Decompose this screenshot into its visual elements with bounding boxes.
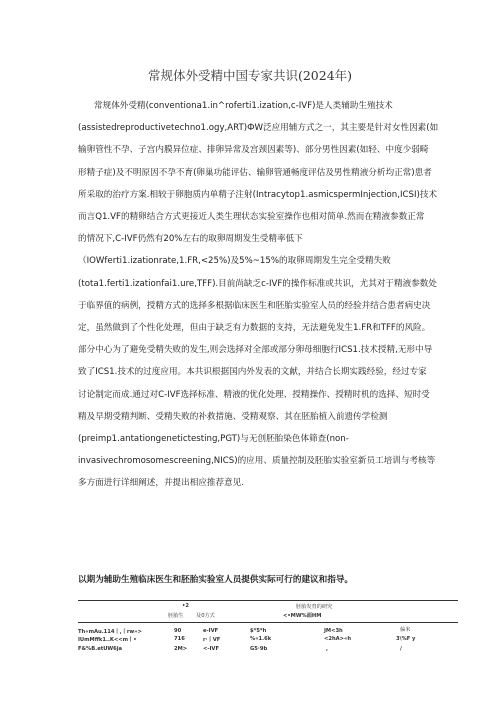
body-line: 所采取的治疗方案.相较于卵胞质内单精子注射(Intracytop1.asmicspermInjection,ICSI)技术 [78,189,438,200]
table-cell: IUmMffk1..K<<m丨• [78,637,137,643]
table-side-note: 偏米 [400,627,411,633]
body-line: 致了ICS1.技术的过度应用。本共识根据国内外发表的文献，并结合长期实践经验，经过专家 [78,367,427,378]
table-subhead-1: 胚胎生 [168,613,184,619]
body-line: 讨论制定而成.通过对C-IVF选择标准、精液的优化处理、授精操作、授精时机的选择、短时受 [78,389,430,400]
body-line: 的情况下,C-IVF仍然有20%左右的取卵周期发生受精率低下 [78,234,303,245]
document-body [78,95,453,495]
body-line: 而言Q1.VF的精卵结合方式更接近人类生理状态实验室操作也相对简单.然而在精液参数正常 [78,212,425,223]
table-cell: Th«mAu.114丨,丨rw»> [78,629,142,635]
body-line: 定，虽然做到了个性化处理，但由于缺乏有力数据的支持，无法避免发生1.FR和TFF的风险。 [78,323,431,334]
table-cell: F&%B.etUW6ja [78,646,123,652]
table-cell: G5·9b [250,646,268,652]
table-cell: <-IVF [203,646,219,652]
document-title: 常规体外受精中国专家共识(2024年) [147,68,353,83]
closing-sentence: 以期为辅助生殖临床医生和胚胎实验室人员提供实际可行的建议和指导。 [78,575,354,585]
body-line: 形精子症)及不明原因不孕不育(卵巢功能评估、输卵管通畅度评估及男性精液分析均正常)患者 [78,167,432,178]
table-cell: JM<3h [324,628,343,634]
body-line: invasivechromosomescreening,NICS)的应用、质量控制及胚胎实验室新员工培训与考核等 [78,456,436,467]
table-cell: 90 [174,628,182,634]
body-line: 部分中心为了避免受精失败的发生,则会选择对全部或部分卵母细胞行ICS1.技术授精,无形中导 [78,345,433,356]
table-cell: 3\%F y [396,636,416,642]
table-cell: , [326,646,328,652]
table-cell: / [400,646,402,652]
body-line: （IOWferti1.izationrate,1.FR,<25%)及5%~15%的取卵周期发生完全受精失败 [78,256,391,267]
body-line: 精及早期受精判断、受精失败的补救措施、受精观察、其在胚胎植入前遗传学检测 [78,411,388,422]
body-line: (assistedreproductivetechno1.ogy,ART)ФW泛应用辅方式之一，其主要是针对女性因素(如 [78,123,439,134]
body-line: 于临界值的病例，授精方式的选择多根据临床医生和胚胎实验室人员的经验并结合患者病史决 [78,300,431,311]
table-cell: <2hA>«h [324,636,352,642]
table-subhead-2: 及0方式 [196,613,215,619]
body-line: (preimp1.antationgenetictesting,PGT)与无创胚胎染色体筛查(non- [78,434,349,445]
table-cell: r·丨VF [203,637,221,643]
table-cell: e-IVF [203,628,219,634]
table-head-right: 胚胎发育的研究 [296,604,333,610]
table-cell: %«1.6k [250,636,272,642]
body-line: 常规体外受精(conventiona1.in^roferti1.ization,c-IVF)是人类辅助生殖技术 [94,101,393,111]
table-cell: 716 [174,636,185,642]
table-head-left: •2 [182,603,189,609]
table-subhead-3: <•MW%面HM [283,613,322,619]
table-mid-rule [78,622,458,623]
body-line: 输卵管性不孕、子宫内膜异位症、排卵异常及宫颈因素等)、部分男性因素(如轻、中度少弱畸 [78,145,429,156]
body-line: (tota1.ferti1.izationfai1.ure,TFF).目前尚缺乏c-IVF的操作标准或共识，尤其对于精液参数处 [78,278,437,289]
table-top-rule [78,600,458,601]
table-cell: 2M> [174,646,188,652]
data-table [78,600,458,680]
table-cell: $*5*h [250,628,267,634]
body-line: 多方面进行详细阐述，并提出相应推荐意见. [78,478,245,489]
